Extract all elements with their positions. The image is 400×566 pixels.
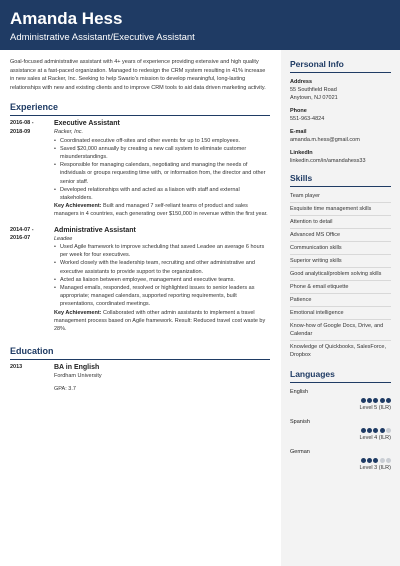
education-heading: Education (10, 345, 270, 360)
candidate-name: Amanda Hess (10, 9, 123, 28)
rating-dot-filled (373, 428, 378, 433)
skill-item: Phone & email etiquette (290, 281, 391, 294)
date-start: 2014-07 - (10, 226, 34, 233)
language-level: Level 4 (ILR) (359, 435, 391, 441)
entry-date (10, 119, 54, 219)
resume-header (0, 0, 400, 50)
skill-item: Team player (290, 190, 391, 203)
rating-dot-filled (373, 458, 378, 463)
bullet-item: • Developed relationships with and acted as a liaison with staff and external stakeholders. (54, 186, 270, 202)
bullet-item: • Worked closely with the leadership team, recruiting and other administrative and executive assistants to provide support to the organization. (54, 259, 270, 275)
date-end: 2016-07 (10, 235, 31, 242)
candidate-title: Administrative Assistant/Executive Assistant (10, 32, 195, 43)
school-name: Fordham University (54, 373, 102, 380)
job-title: Executive Assistant (54, 120, 120, 127)
language-rating (290, 398, 391, 403)
bullet-item: • Acted as liaison between employee, management and executive teams. (54, 276, 270, 284)
experience-heading: Experience (10, 101, 270, 116)
rating-dot-filled (361, 398, 366, 403)
summary: Goal-focused administrative assistant with 4+ years of experience providing extensive and high quality assistance at a fast-paced organization. Managed to redesign the CRM system resulting in 41% increase in new sales at Racker, Inc. Seeking to help Swario's mission to develop meaningful, long-lasting relationships with new and existing clients and to improve CRM tools to aid data driven marketing activity. (10, 59, 266, 91)
skill-item: Superior writing skills (290, 255, 391, 268)
entry-body (54, 119, 270, 219)
language-level: Level 3 (ILR) (359, 465, 391, 471)
email-block (290, 128, 391, 144)
email-label: E-mail (290, 129, 307, 135)
skill-item: Advanced MS Office (290, 229, 391, 242)
degree: BA in English (54, 364, 100, 372)
skills-heading: Skills (290, 173, 391, 187)
job-title: Administrative Assistant (54, 226, 136, 234)
language-name: English (290, 389, 309, 395)
gpa: GPA: 3.7 (54, 385, 76, 392)
address-label: Address (290, 79, 313, 85)
language-rating (290, 428, 391, 433)
rating-dot-filled (367, 428, 372, 433)
rating-dot-filled (361, 458, 366, 463)
skill-item: Attention to detail (290, 216, 391, 229)
rating-dot-filled (380, 428, 385, 433)
languages-section (290, 369, 391, 472)
rating-dot-filled (361, 428, 366, 433)
phone-block (290, 107, 391, 123)
rating-dot-filled (367, 458, 372, 463)
skill-item: Emotional intelligence (290, 307, 391, 320)
rating-dot-filled (367, 398, 372, 403)
address-block (290, 78, 391, 102)
language-item (290, 418, 391, 442)
job-bullets (54, 137, 270, 203)
personal-info-section (290, 59, 391, 165)
phone-label: Phone (290, 108, 307, 114)
language-item (290, 448, 391, 472)
skill-item: Patience (290, 294, 391, 307)
rating-dot-filled (373, 398, 378, 403)
rating-dot-filled (386, 398, 391, 403)
experience-entry (10, 119, 270, 219)
key-achievement (54, 202, 270, 218)
linkedin-block (290, 149, 391, 165)
education-entry (10, 363, 270, 393)
sidebar (281, 50, 400, 566)
date-end: 2018-09 (10, 128, 31, 135)
rating-dot-empty (380, 458, 385, 463)
company-name: Leadee (54, 235, 73, 242)
email-value[interactable]: amanda.m.hess@gmail.com (290, 137, 360, 143)
phone-value: 551-963-4824 (290, 116, 325, 122)
skill-item: Knowledge of Quickbooks, SalesForce, Dropbox (290, 344, 386, 358)
skill-item: Communication skills (290, 242, 391, 255)
skills-section (290, 173, 391, 361)
company-name: Racker, Inc. (54, 129, 84, 135)
experience-section (10, 101, 270, 333)
rating-dot-filled (380, 398, 385, 403)
experience-entry (10, 226, 270, 334)
bullet-item: • Managed emails, responded, resolved or highlighted issues to senior leaders as appropriate; managed calendars, supported reporting requirements, built presentations, coordinated meetings. (54, 284, 270, 309)
language-name: Spanish (290, 419, 310, 425)
languages-heading: Languages (290, 369, 391, 383)
date-start: 2016-08 - (10, 120, 34, 126)
achievement-text: Collaborated with other admin assistants to implement a travel management process based on Agile framework. Result: Reduced travel cost waste by 28%. (54, 309, 266, 333)
address-line: Anytown, NJ 07021 (290, 95, 338, 101)
language-level: Level 5 (ILR) (359, 405, 391, 411)
entry-body (54, 363, 270, 393)
skill-item: Know-how of Google Docs, Drive, and Calendar (290, 320, 391, 341)
achievement-text: Built and managed 7 self-reliant teams of product and sales managers in 4 countries, each generating over $150,000 in revenue within the first year. (54, 203, 268, 218)
language-rating (290, 458, 391, 463)
education-section (10, 345, 270, 393)
job-bullets (54, 243, 270, 309)
entry-date: 2013 (10, 364, 23, 371)
rating-dot-empty (386, 458, 391, 463)
key-achievement (54, 309, 270, 334)
linkedin-value[interactable]: linkedin.com/in/amandahess33 (290, 158, 366, 164)
bullet-item: • Responsible for managing calendars, negotiating and managing the needs of individuals or groups requesting time with, or information from, the director and other senior staff. (54, 161, 270, 186)
rating-dot-empty (386, 428, 391, 433)
language-item (290, 388, 391, 412)
bullet-item: • Saved $20,000 annually by creating a new call system to eliminate customer misunderstandings. (54, 145, 270, 161)
language-name: German (290, 449, 310, 455)
entry-body (54, 226, 270, 334)
address-line: 55 Southfield Road (290, 87, 337, 93)
personal-info-heading: Personal Info (290, 59, 391, 73)
bullet-item: • Coordinated executive off-sites and other events for up to 150 employees. (54, 137, 270, 145)
bullet-item: • Used Agile framework to improve scheduling that saved Leadee an average 6 hours per week for four executives. (54, 243, 270, 259)
achievement-label: Key Achievement: (54, 203, 102, 210)
achievement-label: Key Achievement: (54, 309, 102, 316)
skill-item: Exquisite time management skills (290, 203, 391, 216)
main-column (0, 50, 281, 566)
entry-date (10, 226, 54, 334)
linkedin-label: LinkedIn (290, 150, 313, 156)
skill-item: Good analytical/problem solving skills (290, 268, 391, 281)
